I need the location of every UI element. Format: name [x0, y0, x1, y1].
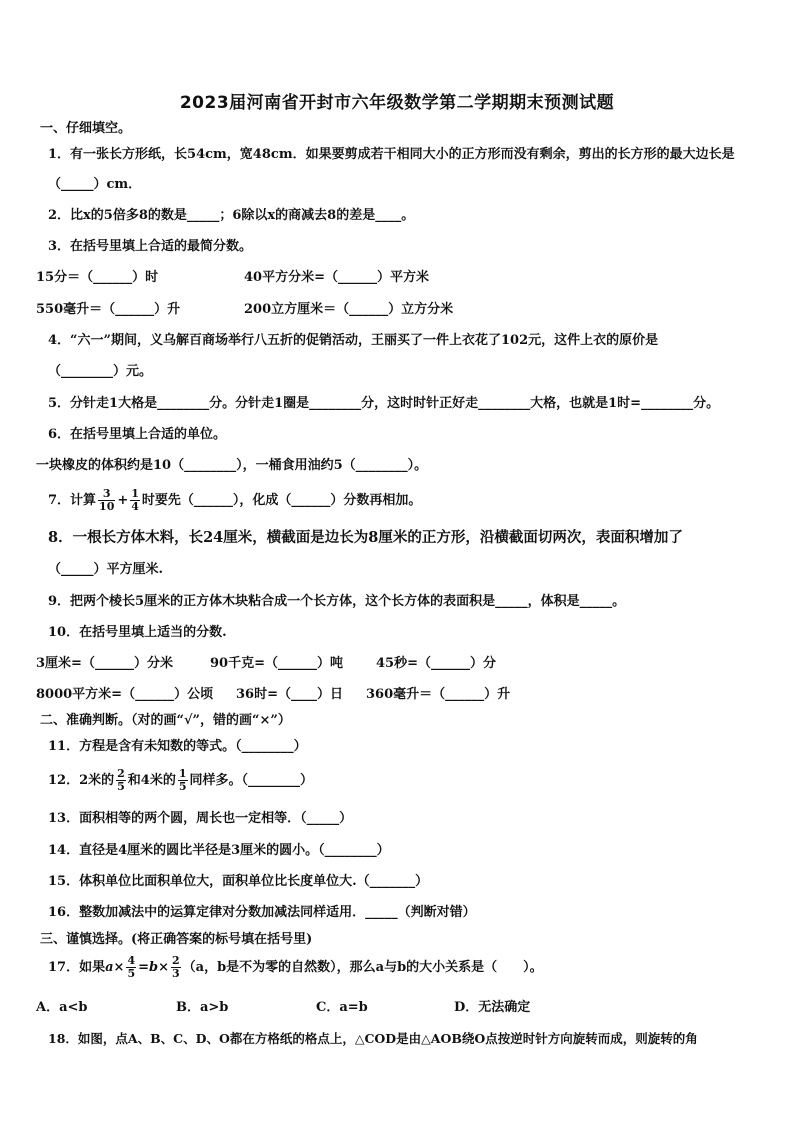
question-15: 15．体积单位比面积单位大，面积单位比长度单位大.（_______）: [48, 874, 429, 889]
question-10-item-f: 360毫升＝（______）升: [366, 687, 511, 702]
question-5: 5．分针走1大格是________分。分针走1圈是________分，这时时针正好走________大格，也就是1时=________分。: [48, 396, 720, 411]
fraction-denominator: 5: [178, 780, 187, 793]
times-sign: ×: [113, 960, 125, 975]
question-7: [48, 486, 421, 516]
question-3-item-a: 15分＝（______）时: [36, 270, 159, 285]
fraction-denominator: 4: [131, 500, 139, 513]
question-17-option-b: B．a>b: [176, 1000, 229, 1015]
question-16: 16．整数加减法中的运算定律对分数加减法同样适用．_____（判断对错）: [48, 905, 476, 920]
question-7-prefix: 7．计算: [48, 493, 97, 508]
section-heading-fill: 一、仔细填空。: [40, 121, 132, 136]
question-3: 3．在括号里填上合适的最简分数。: [48, 239, 253, 254]
question-3-item-d: 200立方厘米＝（______）立方分米: [244, 302, 454, 317]
fraction-numerator: 4: [127, 954, 136, 967]
question-10-item-c: 45秒=（______）分: [376, 656, 496, 671]
fraction-numerator: 2: [172, 954, 180, 967]
question-9: 9．把两个棱长5厘米的正方体木块粘合成一个长方体，这个长方体的表面积是_____，体积是_____。: [48, 594, 626, 609]
page-title: 2023届河南省开封市六年级数学第二学期期末预测试题: [179, 93, 615, 113]
question-12: [48, 766, 313, 796]
question-1-line-1: 1．有一张长方形纸，长54cm，宽48cm．如果要剪成若干相同大小的正方形而没有剩余，剪出的长方形的最大边长是: [48, 147, 735, 162]
fraction-denominator: 5: [127, 967, 136, 980]
times-sign: ×: [158, 960, 169, 975]
variable-a: a: [105, 960, 114, 975]
fraction-denominator: 5: [117, 780, 125, 793]
question-12-middle: 和4米的: [127, 773, 176, 788]
fraction-denominator: 10: [99, 500, 115, 513]
fraction-3-10: [98, 488, 115, 513]
question-7-suffix: 时要先（______），化成（______）分数再相加。: [141, 493, 422, 508]
question-17-suffix: （a，b是不为零的自然数），那么a与b的大小关系是（ ）。: [182, 960, 543, 975]
question-11: 11．方程是含有未知数的等式。（________）: [48, 739, 307, 754]
question-17: [48, 953, 543, 983]
fraction-denominator: 3: [172, 967, 180, 980]
question-13: 13．面积相等的两个圆，周长也一定相等．（_____）: [48, 811, 353, 826]
question-12-suffix: 同样多。（________）: [189, 773, 314, 788]
question-14: 14．直径是4厘米的圆比半径是3厘米的圆小。（________）: [48, 843, 390, 858]
section-heading-judge: 二、准确判断。（对的画“√”，错的画“×”）: [40, 713, 291, 728]
question-1-line-2: （_____）cm．: [48, 177, 142, 192]
fraction-2-5: [116, 768, 126, 793]
question-8-line-1: 8．一根长方体木料，长24厘米，横截面是边长为8厘米的正方形，沿横截面切两次，表面积增加了: [48, 529, 683, 546]
question-10-item-a: 3厘米=（______）分米: [36, 656, 173, 671]
question-18: 18．如图，点A、B、C、D、O都在方格纸的格点上，△COD是由△AOB绕O点按逆时针方向旋转而成，则旋转的角: [48, 1031, 698, 1046]
question-2: 2．比x的5倍多8的数是_____；6除以x的商减去8的差是____。: [48, 208, 415, 223]
equals-sign: =: [138, 960, 149, 975]
question-4-line-2: （________）元。: [48, 364, 153, 379]
fraction-1-4: [130, 488, 140, 513]
fraction-2-3: [171, 955, 181, 980]
question-10-item-b: 90千克=（______）吨: [210, 656, 343, 671]
question-10-item-e: 36时=（____）日: [236, 687, 343, 702]
question-10: 10．在括号里填上适当的分数.: [48, 625, 227, 640]
question-10-item-d: 8000平方米=（______）公顷: [36, 687, 214, 702]
question-3-item-b: 40平方分米=（______）平方米: [244, 270, 429, 285]
question-6-line: 一块橡皮的体积约是10（________），一桶食用油约5（________）。: [36, 458, 428, 473]
fraction-numerator: 1: [178, 767, 187, 780]
question-17-option-c: C．a=b: [316, 1000, 368, 1015]
question-3-item-c: 550毫升＝（______）升: [36, 302, 181, 317]
fraction-numerator: 3: [98, 488, 115, 501]
fraction-1-5: [178, 768, 188, 793]
plus-sign: +: [117, 493, 129, 508]
fraction-numerator: 2: [117, 767, 125, 780]
fraction-numerator: 1: [131, 487, 139, 500]
question-17-prefix: 17．如果: [48, 960, 106, 975]
question-6: 6．在括号里填上合适的单位。: [48, 427, 227, 442]
section-heading-choice: 三、谨慎选择。(将正确答案的标号填在括号里): [40, 932, 313, 947]
question-12-prefix: 12．2米的: [48, 773, 115, 788]
question-8-line-2: （_____）平方厘米.: [48, 562, 164, 577]
fraction-4-5: [126, 955, 136, 980]
question-4-line-1: 4．“六一”期间，义乌解百商场举行八五折的促销活动，王丽买了一件上衣花了102元，这件上衣的原价是: [48, 333, 659, 348]
question-17-option-d: D．无法确定: [454, 1000, 531, 1015]
variable-b: b: [149, 960, 159, 975]
question-17-option-a: A．a<b: [36, 1000, 88, 1015]
